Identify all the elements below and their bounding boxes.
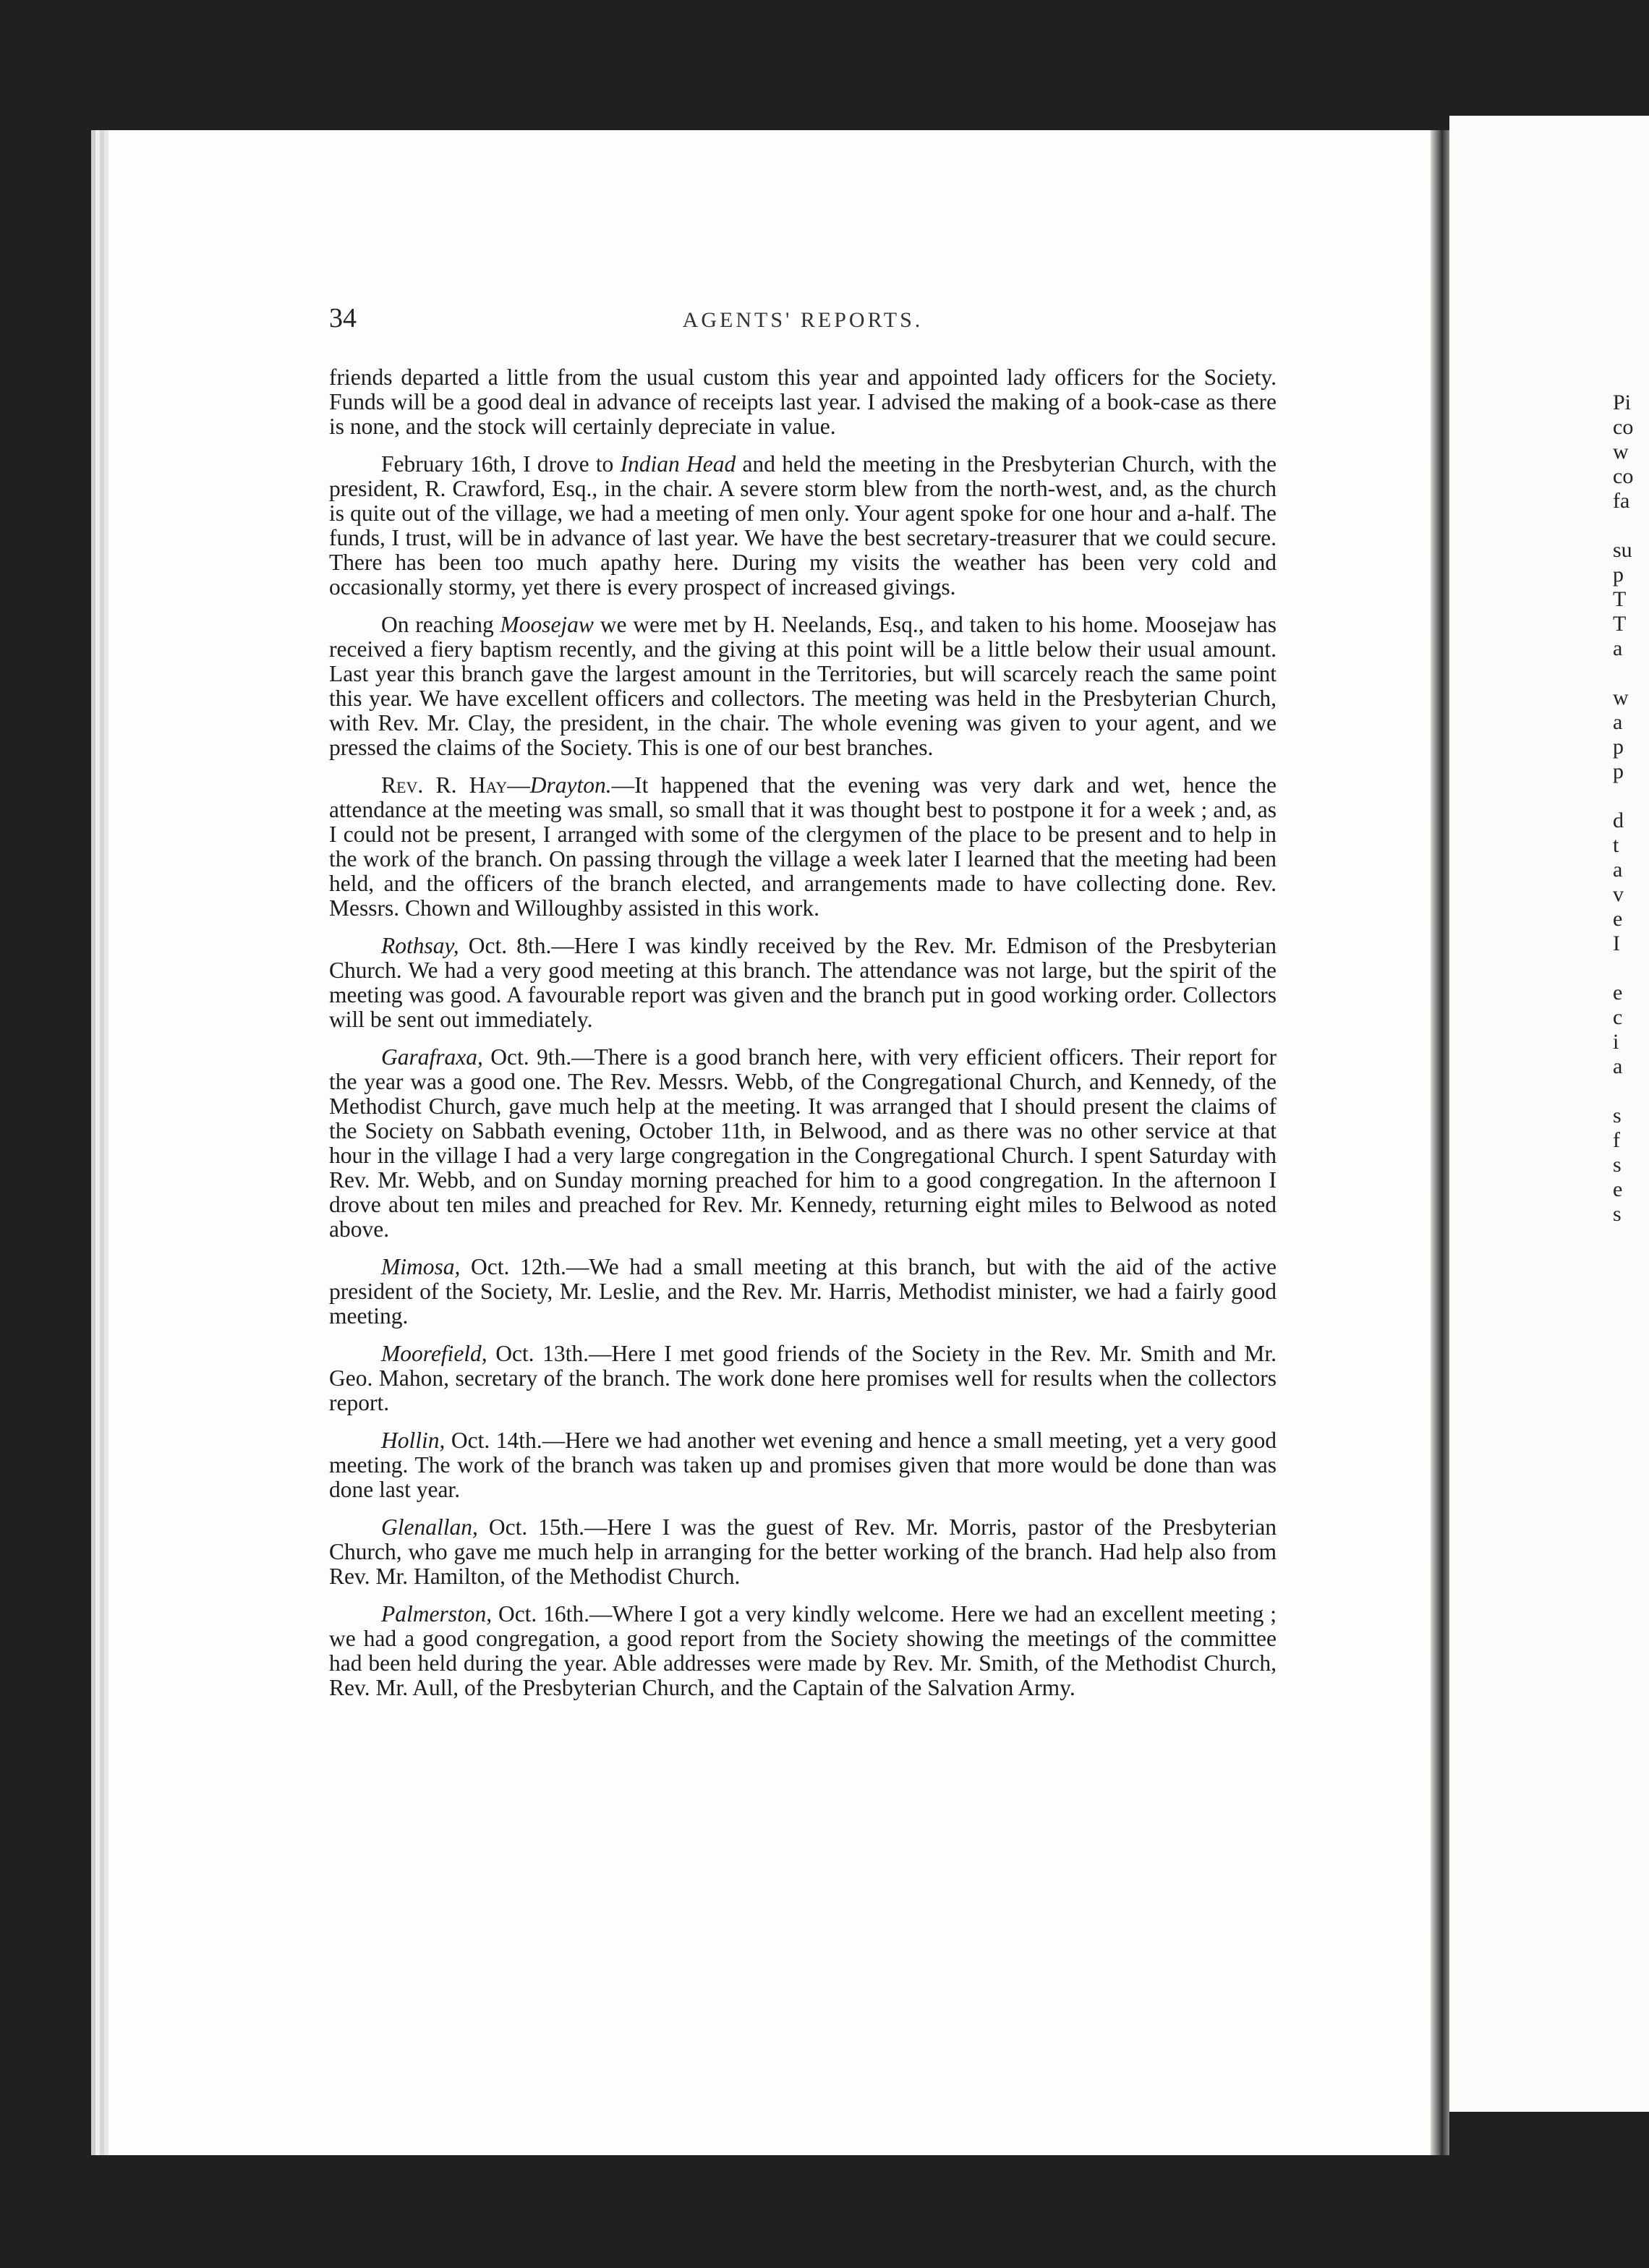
right-page-fragment: Pi	[1613, 391, 1632, 414]
right-page-fragment: a	[1613, 710, 1623, 734]
paragraph-text: Oct. 14th.—Here we had another wet evening and hence a small meeting, yet a very good meeting. The work of the branch was taken up and promises given that more would be done than was done last year.	[329, 1428, 1277, 1502]
right-page-fragment: w	[1613, 686, 1629, 709]
right-page-fragment: s	[1613, 1153, 1622, 1177]
right-page-fragment: T	[1613, 612, 1627, 636]
right-page-fragment: T	[1613, 587, 1627, 611]
right-page-fragment	[1613, 661, 1649, 686]
right-page-fragment: a	[1613, 1054, 1623, 1078]
right-page-fragment: t	[1613, 833, 1619, 857]
paragraph-text: Oct. 9th.—There is a good branch here, with very efficient officers. Their report for the year was a good one. The Rev. Messrs. Webb, of the Congregational Church, and Kennedy, of the Methodist Church, gave much help at the meeting. It was arranged that I should present the claims of the Society on Sabbath evening, October 11th, in Belwood, and as there was no other service at that hour in the village I had a very large congregation in the Congregational Church. I spent Saturday with Rev. Mr. Webb, and on Sunday morning preached for him to a good congregation. In the afternoon I drove about ten miles and preached for Rev. Mr. Kennedy, returning eight miles to Belwood as noted above.	[329, 1044, 1277, 1242]
right-page-fragment: p	[1613, 735, 1624, 759]
paragraph-text: friends departed a little from the usual custom this year and appointed lady officers for the Society. Funds will be a good deal in advance of receipts last year. I advised the making of a book-case as there is none, and the stock will certainly depreciate in value.	[329, 364, 1277, 439]
place-name: Glenallan,	[381, 1514, 478, 1540]
right-page-fragment	[1613, 1079, 1649, 1104]
paragraph	[329, 613, 1277, 760]
right-page-fragment	[1613, 956, 1649, 981]
right-page-fragment: e	[1613, 981, 1623, 1005]
right-page-fragment: co	[1613, 415, 1634, 439]
right-page-fragment: w	[1613, 440, 1629, 464]
right-page-fragment: co	[1613, 464, 1634, 488]
right-page-fragment: s	[1613, 1104, 1622, 1127]
paragraph-text: Oct. 13th.—Here I met good friends of the Society in the Rev. Mr. Smith and Mr. Geo. Mahon, secretary of the branch. The work done here promises well for results when the collectors report.	[329, 1341, 1277, 1415]
right-page-fragment: f	[1613, 1128, 1620, 1152]
paragraph	[329, 1602, 1277, 1700]
right-page-fragment: a	[1613, 636, 1623, 660]
place-name: Moorefield,	[381, 1341, 487, 1366]
right-page-fragment: p	[1613, 563, 1624, 587]
paragraph	[329, 1045, 1277, 1242]
paragraph-text: —It happened that the evening was very dark and wet, hence the attendance at the meeting was small, so small that it was thought best to postpone it for a week ; and, as I could not be present, I arranged with some of the clergymen of the place to be present and to help in the work of the branch. On passing through the village a week later I learned that the meeting had been held, and the officers of the branch elected, and arrangements made to have collecting done. Rev. Messrs. Chown and Willoughby assisted in this work.	[329, 772, 1277, 921]
right-page-fragment: a	[1613, 858, 1623, 882]
paragraph	[329, 365, 1277, 439]
paragraph-text: Oct. 8th.—Here I was kindly received by the Rev. Mr. Edmison of the Presbyterian Church. We had a very good meeting at this branch. The attendance was not large, but the spirit of the meeting was good. A favourable report was given and the branch put in good working order. Collectors will be sent out immediately.	[329, 933, 1277, 1032]
right-page-fragment: su	[1613, 538, 1632, 562]
paragraph-text: and held the meeting in the Presbyterian Church, with the president, R. Crawford, Esq., in the chair. A severe storm blew from the north-west, and, as the church is quite out of the village, we had a meeting of men only. Your agent spoke for one hour and a-half. The funds, I trust, will be in advance of last year. We have the best secretary-treasurer that we could secure. There has been too much apathy here. During my visits the weather has been very cold and occasionally stormy, yet there is every prospect of increased givings.	[329, 451, 1277, 600]
paragraph	[329, 452, 1277, 600]
book-gutter	[1431, 130, 1449, 2155]
right-page-fragment: I	[1613, 932, 1620, 955]
right-page-fragment: i	[1613, 1030, 1619, 1054]
paragraph	[329, 1428, 1277, 1502]
right-page-fragment	[1613, 513, 1649, 538]
paragraph	[329, 1255, 1277, 1329]
right-page-fragment: fa	[1613, 489, 1630, 513]
dash: —	[507, 772, 530, 798]
agent-name: Rev. R. Hay	[381, 772, 508, 798]
page-header	[329, 302, 1277, 338]
right-page-fragment: e	[1613, 1177, 1623, 1201]
place-name: Indian Head	[620, 451, 736, 477]
paragraph-text: we were met by H. Neelands, Esq., and taken to his home. Moosejaw has received a fiery baptism recently, and the giving at this point will be a little below their usual amount. Last year this branch gave the largest amount in the Territories, but will scarcely reach the same point this year. We have excellent officers and collectors. The meeting was held in the Presbyterian Church, with Rev. Mr. Clay, the president, in the chair. The whole evening was given to your agent, and we pressed the claims of the Society. This is one of our best branches.	[329, 612, 1277, 760]
running-head: AGENTS' REPORTS.	[682, 308, 924, 332]
place-name: Drayton.	[529, 772, 612, 798]
paragraph-pre: February 16th, I drove to	[381, 451, 621, 477]
place-name: Mimosa,	[381, 1254, 461, 1279]
paragraph-text: Oct. 16th.—Where I got a very kindly welcome. Here we had an excellent meeting ; we had a good congregation, a good report from the Society showing the meetings of the committee had been held during the year. Able addresses were made by Rev. Mr. Smith, of the Methodist Church, Rev. Mr. Aull, of the Presbyterian Church, and the Captain of the Salvation Army.	[329, 1601, 1277, 1700]
right-page-text-fragments	[1613, 391, 1649, 1227]
page-number: 34	[329, 303, 357, 333]
right-page-fragment	[1613, 784, 1649, 809]
paragraph-text: Oct. 12th.—We had a small meeting at this branch, but with the aid of the active president of the Society, Mr. Leslie, and the Rev. Mr. Harris, Methodist minister, we had a fairly good meeting.	[329, 1254, 1277, 1329]
paragraph	[329, 1342, 1277, 1415]
paragraph	[329, 773, 1277, 921]
place-name: Hollin,	[381, 1428, 446, 1453]
right-page-fragment: d	[1613, 809, 1624, 832]
page-body	[329, 365, 1277, 1713]
place-name: Moosejaw	[500, 612, 594, 637]
right-page-fragment: s	[1613, 1202, 1622, 1226]
paragraph-pre: On reaching	[381, 612, 500, 637]
right-page-fragment: p	[1613, 759, 1624, 783]
paragraph	[329, 934, 1277, 1032]
place-name: Garafraxa,	[381, 1044, 483, 1070]
place-name: Palmerston,	[381, 1601, 493, 1627]
place-name: Rothsay,	[381, 933, 459, 958]
right-page-fragment: e	[1613, 907, 1623, 931]
right-page-fragment: v	[1613, 882, 1624, 906]
paragraph	[329, 1515, 1277, 1589]
paragraph-text: Oct. 15th.—Here I was the guest of Rev. Mr. Morris, pastor of the Presbyterian Church, who gave me much help in arranging for the better working of the branch. Had help also from Rev. Mr. Hamilton, of the Methodist Church.	[329, 1514, 1277, 1589]
right-page-fragment: c	[1613, 1005, 1623, 1029]
